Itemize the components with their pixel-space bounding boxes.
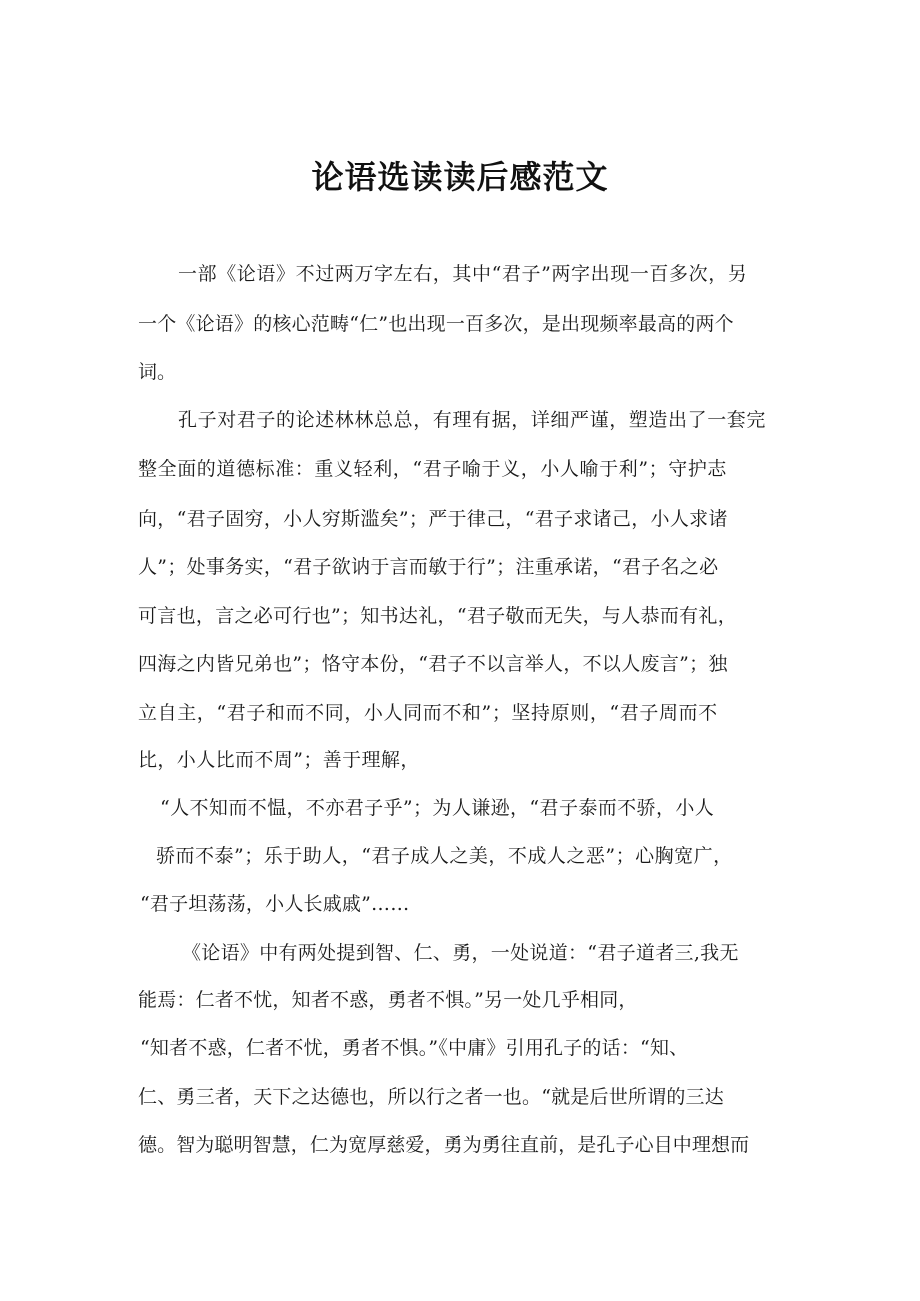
text-line: 仁、勇三者，天下之达德也，所以行之者一也。“就是后世所谓的三达 — [138, 1086, 724, 1108]
text-line: 一个《论语》的核心范畴“仁”也出现一百多次，是出现频率最高的两个 — [138, 313, 734, 335]
text-line: 孔子对君子的论述林林总总，有理有据，详细严谨，塑造出了一套完 — [178, 409, 767, 431]
text-line: 德。智为聪明智慧，仁为宽厚慈爱，勇为勇往直前，是孔子心目中理想而 — [138, 1134, 750, 1156]
text-line: 一部《论语》不过两万字左右，其中“君子”两字出现一百多次，另 — [178, 263, 748, 285]
text-line: 比，小人比而不周”；善于理解， — [138, 749, 420, 771]
text-line: 四海之内皆兄弟也”；恪守本份，“君子不以言举人，不以人废言”；独 — [138, 653, 728, 675]
text-line: 可言也，言之必可行也”；知书达礼，“君子敬而无失，与人恭而有礼， — [138, 605, 738, 627]
text-line: 立自主，“君子和而不同，小人同而不和”；坚持原则，“君子周而不 — [138, 702, 718, 724]
text-line: 整全面的道德标准：重义轻利，“君子喻于义，小人喻于利”；守护志 — [138, 458, 728, 480]
text-line: 《论语》中有两处提到智、仁、勇，一处说道：“君子道者三,我无 — [182, 942, 739, 964]
text-line: 骄而不泰”；乐于助人，“君子成人之美，不成人之恶”；心胸宽广， — [156, 845, 733, 867]
text-line: “人不知而不愠，不亦君子乎”；为人谦逊，“君子泰而不骄，小人 — [160, 797, 715, 819]
document-title: 论语选读读后感范文 — [311, 158, 609, 196]
text-line: “君子坦荡荡，小人长戚戚”…… — [140, 893, 410, 915]
text-line: 向，“君子固穷，小人穷斯滥矣”；严于律己，“君子求诸己，小人求诸 — [138, 508, 728, 530]
text-line: 人”；处事务实，“君子欲讷于言而敏于行”；注重承诺，“君子名之必 — [138, 556, 719, 578]
text-line: “知者不惑，仁者不忧，勇者不惧。”《中庸》引用孔子的话：“知、 — [140, 1037, 689, 1059]
text-line: 能焉：仁者不忧，知者不惑，勇者不惧。”另一处几乎相同， — [138, 989, 638, 1011]
text-line: 词。 — [138, 361, 177, 383]
